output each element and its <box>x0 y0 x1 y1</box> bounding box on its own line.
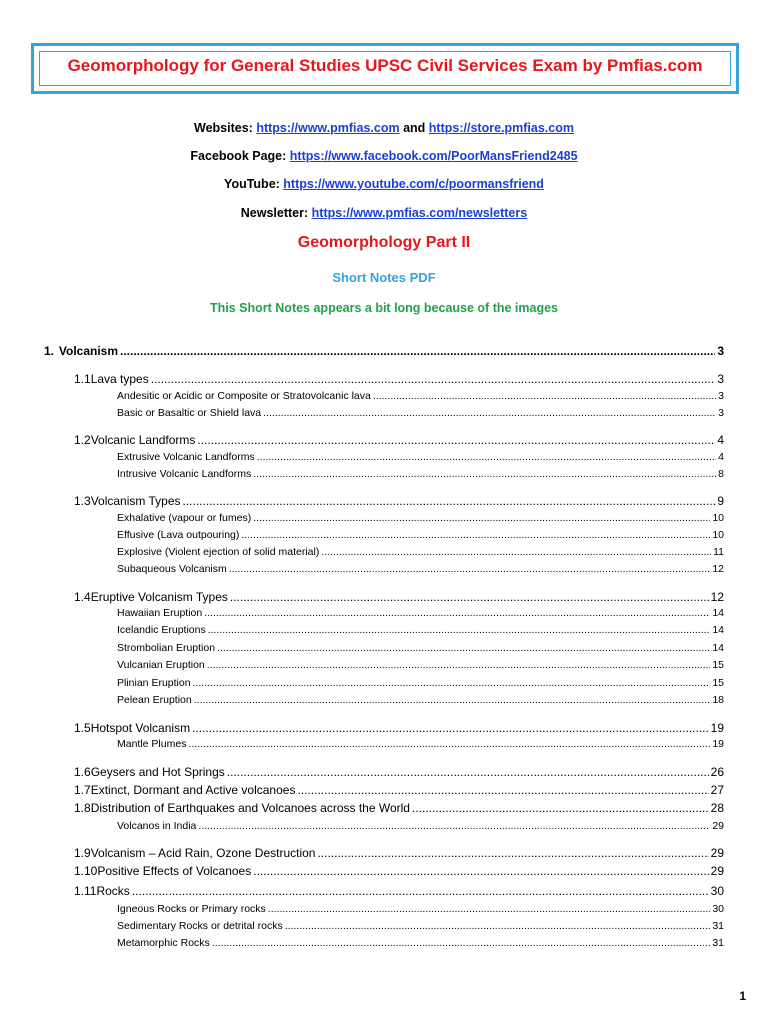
toc-label: Volcanism – Acid Rain, Ozone Destruction <box>90 846 316 860</box>
document-title: Geomorphology for General Studies UPSC Civil Services Exam by Pmfias.com <box>67 56 703 75</box>
toc-page-number: 15 <box>712 677 724 689</box>
toc-page-number: 11 <box>713 546 724 558</box>
websites-joiner: and <box>399 121 429 135</box>
website-link-store[interactable]: https://store.pmfias.com <box>428 121 574 135</box>
toc-label: Effusive (Lava outpouring) <box>117 529 240 541</box>
toc-page-number: 29 <box>712 820 724 832</box>
toc-page-number: 8 <box>718 468 724 480</box>
newsletter-label: Newsletter: <box>240 206 312 220</box>
toc-entry-1-10[interactable] <box>74 864 724 878</box>
toc-leader-dots <box>230 590 709 604</box>
toc-page-number: 18 <box>712 694 724 706</box>
toc-page-number: 28 <box>710 801 724 815</box>
toc-label: Metamorphic Rocks <box>117 937 210 949</box>
toc-entry-1-1[interactable] <box>74 372 724 386</box>
facebook-label: Facebook Page: <box>190 149 290 163</box>
toc-page-number: 3 <box>718 390 724 402</box>
toc-leader-dots <box>253 468 716 480</box>
toc-leader-dots <box>317 846 708 860</box>
toc-subentry[interactable] <box>117 529 724 541</box>
toc-label: Lava types <box>90 372 149 386</box>
toc-entry-1[interactable] <box>44 344 724 358</box>
toc-number: 1.6 <box>74 765 91 779</box>
toc-number: 1.1 <box>74 372 91 386</box>
toc-page-number: 14 <box>712 642 724 654</box>
toc-subentry[interactable] <box>117 659 724 671</box>
toc-label: Eruptive Volcanism Types <box>90 590 228 604</box>
newsletter-line <box>0 206 768 220</box>
toc-entry-1-7[interactable] <box>74 783 724 797</box>
toc-subentry[interactable] <box>117 607 724 619</box>
toc-page-number: 27 <box>710 783 724 797</box>
facebook-line <box>0 149 768 163</box>
toc-label: Andesitic or Acidic or Composite or Stratovolcanic lava <box>117 390 371 402</box>
toc-page-number: 3 <box>717 372 724 386</box>
toc-page-number: 31 <box>712 937 724 949</box>
toc-page-number: 3 <box>718 407 724 419</box>
toc-leader-dots <box>193 677 711 689</box>
youtube-link[interactable]: https://www.youtube.com/c/poormansfriend <box>283 177 544 191</box>
toc-label: Geysers and Hot Springs <box>90 765 225 779</box>
toc-leader-dots <box>192 721 709 735</box>
toc-entry-1-8[interactable] <box>74 801 724 815</box>
toc-subentry[interactable] <box>117 512 724 524</box>
notes-remark: This Short Notes appears a bit long because of the images <box>210 301 558 315</box>
toc-leader-dots <box>151 372 716 386</box>
toc-leader-dots <box>268 903 711 915</box>
toc-page-number: 31 <box>712 920 724 932</box>
toc-entry-1-6[interactable] <box>74 765 724 779</box>
newsletter-link[interactable]: https://www.pmfias.com/newsletters <box>311 206 528 220</box>
toc-number: 1. <box>44 344 55 358</box>
toc-leader-dots <box>263 407 716 419</box>
toc-page-number: 4 <box>718 451 724 463</box>
youtube-label: YouTube: <box>224 177 284 191</box>
toc-label: Strombolian Eruption <box>117 642 216 654</box>
toc-entry-1-5[interactable] <box>74 721 724 735</box>
toc-subentry[interactable] <box>117 903 724 915</box>
toc-label: Volcanism Types <box>90 494 181 508</box>
toc-page-number: 4 <box>717 433 724 447</box>
toc-leader-dots <box>208 624 711 636</box>
toc-leader-dots <box>198 820 710 832</box>
toc-page-number: 12 <box>710 590 724 604</box>
toc-entry-1-9[interactable] <box>74 846 724 860</box>
toc-subentry[interactable] <box>117 642 724 654</box>
toc-number: 1.8 <box>74 801 91 815</box>
toc-leader-dots <box>207 659 711 671</box>
toc-label: Icelandic Eruptions <box>117 624 206 636</box>
toc-leader-dots <box>212 937 711 949</box>
toc-label: Positive Effects of Volcanoes <box>97 864 252 878</box>
toc-label: Rocks <box>96 884 130 898</box>
toc-leader-dots <box>241 529 710 541</box>
toc-number: 1.7 <box>74 783 91 797</box>
toc-leader-dots <box>183 494 716 508</box>
toc-label: Extrusive Volcanic Landforms <box>117 451 255 463</box>
toc-page-number: 30 <box>710 884 724 898</box>
toc-label: Igneous Rocks or Primary rocks <box>117 903 266 915</box>
toc-subentry[interactable] <box>117 390 724 402</box>
facebook-link[interactable]: https://www.facebook.com/PoorMansFriend2485 <box>289 149 578 163</box>
toc-page-number: 12 <box>712 563 724 575</box>
toc-subentry[interactable] <box>117 451 724 463</box>
toc-leader-dots <box>188 738 710 750</box>
toc-page-number: 26 <box>710 765 724 779</box>
toc-page-number: 30 <box>712 903 724 915</box>
toc-label: Volcanic Landforms <box>90 433 196 447</box>
title-banner <box>31 43 739 94</box>
toc-page-number: 3 <box>717 344 724 358</box>
toc-leader-dots <box>120 344 715 358</box>
toc-subentry[interactable] <box>117 468 724 480</box>
toc-subentry[interactable] <box>117 694 724 706</box>
toc-subentry[interactable] <box>117 738 724 750</box>
toc-number: 1.3 <box>74 494 91 508</box>
toc-leader-dots <box>285 920 711 932</box>
toc-leader-dots <box>253 512 710 524</box>
toc-label: Volcanos in India <box>117 820 197 832</box>
toc-entry-1-4[interactable] <box>74 590 724 604</box>
toc-subentry[interactable] <box>117 546 724 558</box>
toc-entry-1-3[interactable] <box>74 494 724 508</box>
toc-label: Basic or Basaltic or Shield lava <box>117 407 262 419</box>
website-link-pmfias[interactable]: https://www.pmfias.com <box>256 121 400 135</box>
toc-page-number: 19 <box>712 738 724 750</box>
toc-subentry[interactable] <box>117 563 724 575</box>
toc-entry-1-11[interactable] <box>74 884 724 898</box>
toc-label: Volcanism <box>58 344 119 358</box>
toc-subentry[interactable] <box>117 937 724 949</box>
toc-leader-dots <box>229 563 711 575</box>
toc-label: Hotspot Volcanism <box>90 721 191 735</box>
toc-label: Vulcanian Eruption <box>117 659 205 671</box>
toc-entry-1-2[interactable] <box>74 433 724 447</box>
toc-leader-dots <box>253 864 708 878</box>
toc-page-number: 15 <box>712 659 724 671</box>
toc-leader-dots <box>373 390 716 402</box>
websites-label: Websites: <box>194 121 257 135</box>
youtube-line <box>0 177 768 191</box>
toc-leader-dots <box>197 433 715 447</box>
toc-number: 1.11 <box>74 884 97 898</box>
toc-label: Exhalative (vapour or fumes) <box>117 512 252 524</box>
toc-label: Extinct, Dormant and Active volcanoes <box>90 783 296 797</box>
toc-label: Intrusive Volcanic Landforms <box>117 468 252 480</box>
toc-label: Subaqueous Volcanism <box>117 563 227 575</box>
page-number: 1 <box>739 989 746 1003</box>
toc-page-number: 14 <box>712 624 724 636</box>
toc-subentry[interactable] <box>117 407 724 419</box>
toc-page-number: 19 <box>710 721 724 735</box>
websites-line <box>0 121 768 135</box>
short-notes-heading: Short Notes PDF <box>332 270 436 285</box>
toc-page-number: 14 <box>712 607 724 619</box>
toc-leader-dots <box>217 642 710 654</box>
toc-number: 1.9 <box>74 846 91 860</box>
toc-label: Hawaiian Eruption <box>117 607 203 619</box>
toc-leader-dots <box>321 546 711 558</box>
toc-leader-dots <box>412 801 709 815</box>
part-title: Geomorphology Part II <box>297 234 471 251</box>
toc-label: Distribution of Earthquakes and Volcanoes across the World <box>90 801 410 815</box>
toc-leader-dots <box>204 607 710 619</box>
toc-page-number: 10 <box>712 512 724 524</box>
toc-subentry[interactable] <box>117 624 724 636</box>
toc-number: 1.2 <box>74 433 91 447</box>
toc-subentry[interactable] <box>117 677 724 689</box>
toc-subentry[interactable] <box>117 820 724 832</box>
toc-page-number: 29 <box>710 864 724 878</box>
toc-subentry[interactable] <box>117 920 724 932</box>
toc-label: Plinian Eruption <box>117 677 191 689</box>
toc-leader-dots <box>297 783 708 797</box>
toc-label: Mantle Plumes <box>117 738 187 750</box>
toc-page-number: 9 <box>717 494 724 508</box>
toc-page-number: 29 <box>710 846 724 860</box>
toc-number: 1.10 <box>74 864 98 878</box>
toc-label: Pelean Eruption <box>117 694 192 706</box>
toc-leader-dots <box>194 694 711 706</box>
toc-leader-dots <box>227 765 709 779</box>
toc-label: Explosive (Violent ejection of solid material) <box>117 546 320 558</box>
toc-number: 1.4 <box>74 590 91 604</box>
toc-leader-dots <box>257 451 716 463</box>
toc-leader-dots <box>132 884 709 898</box>
toc-page-number: 10 <box>712 529 724 541</box>
toc-label: Sedimentary Rocks or detrital rocks <box>117 920 283 932</box>
toc-number: 1.5 <box>74 721 91 735</box>
